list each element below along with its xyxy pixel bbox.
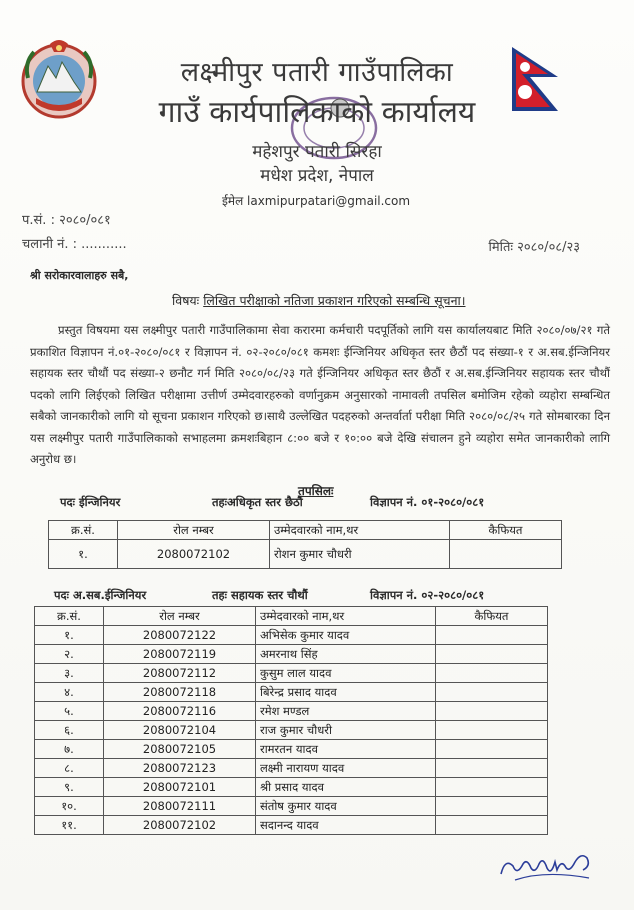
table-row — [35, 778, 548, 797]
section1-table — [48, 520, 562, 569]
cell-name: रोशन कुमार चौधरी — [270, 540, 450, 569]
cell-serial: २. — [35, 645, 104, 664]
cell-name: रमेश मण्डल — [256, 702, 436, 721]
cell-name: राज कुमार चौधरी — [256, 721, 436, 740]
cell-serial: ११. — [35, 816, 104, 835]
municipality-name: लक्ष्मीपुर पतारी गाउँपालिका — [180, 57, 454, 88]
cell-remarks — [436, 778, 548, 797]
cell-remarks — [436, 797, 548, 816]
cell-name: श्री प्रसाद यादव — [256, 778, 436, 797]
cell-remarks — [436, 702, 548, 721]
cell-serial: ४. — [35, 683, 104, 702]
cell-name: अभिसेक कुमार यादव — [256, 626, 436, 645]
table-row — [35, 645, 548, 664]
notice-date: मितिः २०८०/०८/२३ — [488, 240, 580, 255]
cell-remarks — [436, 626, 548, 645]
section2-table — [34, 606, 548, 835]
schedule-heading: तपसिलः — [298, 484, 334, 498]
section1-ad-number: विज्ञापन नं. ०१-२०८०/०८१ — [370, 495, 485, 509]
cell-remarks — [436, 721, 548, 740]
col-roll: रोल नम्बर — [118, 521, 270, 540]
cell-remarks — [436, 645, 548, 664]
cell-roll: 2080072101 — [104, 778, 256, 797]
table-header-row — [35, 607, 548, 626]
cell-name: लक्ष्मी नारायण यादव — [256, 759, 436, 778]
table-row — [35, 683, 548, 702]
cell-roll: 2080072111 — [104, 797, 256, 816]
table-row — [35, 702, 548, 721]
cell-serial: ७. — [35, 740, 104, 759]
cell-name: बिरेन्द्र प्रसाद यादव — [256, 683, 436, 702]
cell-serial: ३. — [35, 664, 104, 683]
section2-post: पदः अ.सब.ईन्जिनियर — [54, 588, 147, 602]
cell-roll: 2080072105 — [104, 740, 256, 759]
table-row — [35, 816, 548, 835]
cell-roll: 2080072118 — [104, 683, 256, 702]
office-province: मधेश प्रदेश, नेपाल — [260, 166, 374, 186]
cell-name: कुसुम लाल यादव — [256, 664, 436, 683]
col-serial: क्र.सं. — [49, 521, 118, 540]
col-remarks: कैफियत — [450, 521, 562, 540]
signature — [495, 840, 595, 890]
reference-number: प.सं. : २०८०/०८१ — [22, 213, 111, 228]
cell-roll: 2080072122 — [104, 626, 256, 645]
section2-level: तहः सहायक स्तर चौथौं — [212, 588, 308, 602]
cell-name: सदानन्द यादव — [256, 816, 436, 835]
table-row — [35, 797, 548, 816]
cell-remarks — [436, 664, 548, 683]
cell-roll: 2080072102 — [118, 540, 270, 569]
table-row — [35, 664, 548, 683]
cell-remarks — [436, 683, 548, 702]
col-serial: क्र.सं. — [35, 607, 104, 626]
cell-roll: 2080072119 — [104, 645, 256, 664]
section1-post: पदः ईन्जिनियर — [60, 495, 121, 509]
col-name: उम्मेदवारको नाम,थर — [270, 521, 450, 540]
recipient: श्री सरोकारवालाहरु सबै, — [30, 269, 129, 282]
office-email: ईमेल laxmipurpatari@gmail.com — [222, 194, 411, 208]
cell-roll: 2080072123 — [104, 759, 256, 778]
cell-serial: १. — [35, 626, 104, 645]
cell-name: रामरतन यादव — [256, 740, 436, 759]
cell-roll: 2080072104 — [104, 721, 256, 740]
cell-serial: ५. — [35, 702, 104, 721]
cell-remarks — [436, 816, 548, 835]
office-name: गाउँ कार्यपालिकाको कार्यालय — [158, 95, 476, 130]
cell-serial: ८. — [35, 759, 104, 778]
col-name: उम्मेदवारको नाम,थर — [256, 607, 436, 626]
table-row — [49, 540, 562, 569]
office-address: महेशपुर पतारी सिरहा — [252, 142, 382, 162]
section1-level: तहःअधिकृत स्तर छैठौं — [212, 495, 303, 509]
cell-serial: १०. — [35, 797, 104, 816]
table-row — [35, 740, 548, 759]
notice-body: प्रस्तुत विषयमा यस लक्ष्मीपुर पतारी गाउँपालिकामा सेवा करारमा कर्मचारी पदपूर्तिको लागि यस कार्यालयबाट मिति २०८०/०७/२१ गते प्रकाशित विज्ञापन नं.०१-२०८०/०८१ र विज्ञापन नं. ०२-२०८०/०८१ कमशः ईन्जिनियर अधिकृत स्तर छैठौं पद संख्या-१ र अ.सब.ईन्जिनियर सहायक स्तर चौथौं पद संख्या-२ छनौट गर्न मिति २०८०/०८/२३ गते ईन्जिनियर अधिकृत स्तर छैठौं र अ.सब.ईन्जिनियर सहायक स्तर चौथौं पदको लागि लिईएको लिखित परीक्षामा उत्तीर्ण उम्मेदवारहरुको वर्णानुक्रम अनुसारको नामावली तपसिल बमोजिम रहेको व्यहोरा सम्बन्धित सबैको जानकारीको लागि यो सूचना प्रकाशन गरिएको छ।साथै उल्लेखित पदहरुको अन्तर्वार्ता परीक्षा मिति २०८०/०८/२५ गते सोमबारका दिन यस लक्ष्मीपुर पतारी गाउँपालिकाको सभाहलमा क्रमशःबिहान ८:०० बजे र १०:०० बजे देखि संचालन हुने व्यहोरा समेत जानकारीको लागि अनुरोध छ। — [30, 323, 610, 466]
cell-name: संतोष कुमार यादव — [256, 797, 436, 816]
cell-serial: ९. — [35, 778, 104, 797]
cell-roll: 2080072116 — [104, 702, 256, 721]
cell-remarks — [436, 759, 548, 778]
cell-name: अमरनाथ सिंह — [256, 645, 436, 664]
dispatch-number: चलानी नं. : ........... — [22, 237, 127, 252]
cell-serial: ६. — [35, 721, 104, 740]
col-remarks: कैफियत — [436, 607, 548, 626]
col-roll: रोल नम्बर — [104, 607, 256, 626]
table-row — [35, 721, 548, 740]
section2-ad-number: विज्ञापन नं. ०२-२०८०/०८१ — [370, 588, 485, 602]
subject-label: विषयः — [172, 293, 200, 308]
cell-remarks — [450, 540, 562, 569]
table-header-row — [49, 521, 562, 540]
cell-roll: 2080072102 — [104, 816, 256, 835]
subject-text: लिखित परीक्षाको नतिजा प्रकाशन गरिएको सम्बन्धि सूचना। — [203, 293, 466, 308]
table-row — [35, 626, 548, 645]
cell-roll: 2080072112 — [104, 664, 256, 683]
subject-line — [172, 292, 466, 309]
table-row — [35, 759, 548, 778]
cell-serial: १. — [49, 540, 118, 569]
cell-remarks — [436, 740, 548, 759]
